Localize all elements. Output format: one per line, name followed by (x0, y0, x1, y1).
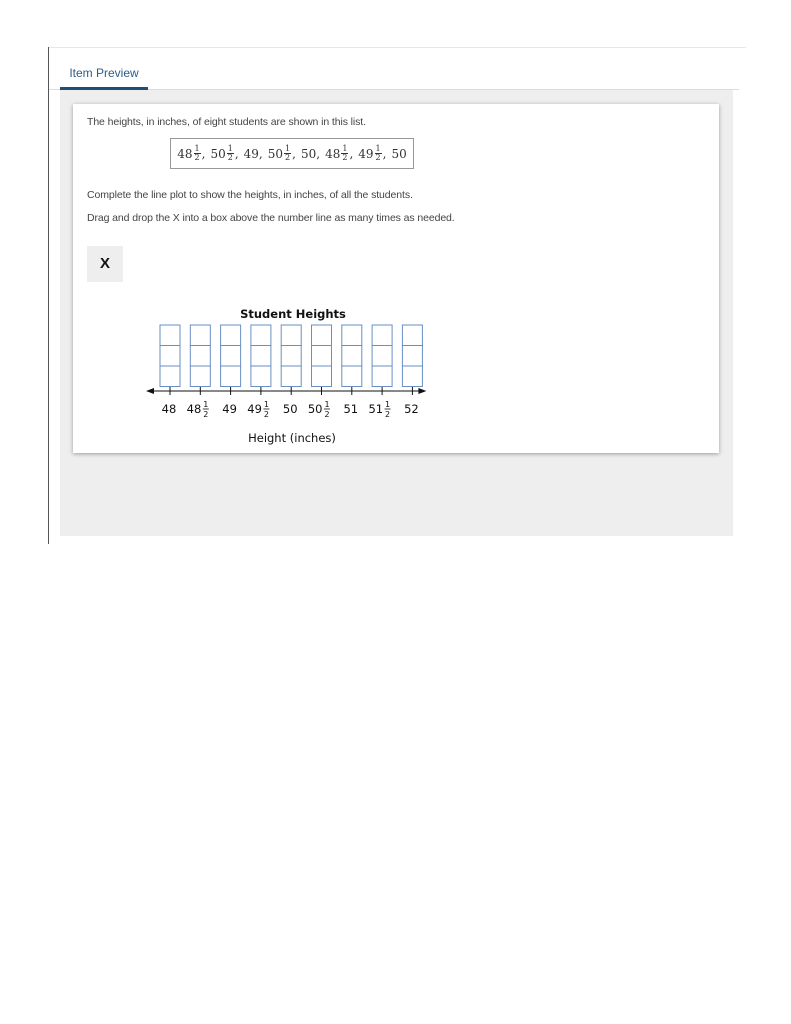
fraction-numerator: 1 (194, 144, 200, 153)
list-separator: , (258, 146, 263, 161)
drop-box[interactable] (281, 346, 301, 367)
fraction-denominator: 2 (285, 153, 291, 162)
drop-box[interactable] (342, 346, 362, 367)
tick-label (222, 402, 237, 416)
fraction-numerator: 1 (342, 144, 348, 153)
height-whole: 49 (358, 146, 374, 161)
tick-label (308, 400, 330, 419)
drop-box[interactable] (312, 325, 332, 346)
arrow-right-icon (418, 388, 426, 394)
height-whole: 49 (243, 146, 259, 161)
line-plot (73, 104, 719, 453)
drop-box[interactable] (190, 366, 210, 387)
drop-box[interactable] (251, 325, 271, 346)
tick-label-whole: 49 (247, 402, 262, 416)
tick-label-whole: 49 (222, 402, 237, 416)
drop-box[interactable] (190, 346, 210, 367)
drop-box[interactable] (160, 325, 180, 346)
tick-label-denominator: 2 (203, 410, 209, 419)
drop-box[interactable] (312, 366, 332, 387)
drop-box[interactable] (372, 346, 392, 367)
fraction-denominator: 2 (342, 153, 348, 162)
drop-box[interactable] (372, 366, 392, 387)
drag-instruction: Drag and drop the X into a box above the number line as many times as needed. (87, 212, 455, 224)
drop-box[interactable] (251, 366, 271, 387)
left-border-line (48, 47, 49, 544)
tick-label-denominator: 2 (324, 410, 330, 419)
drop-box[interactable] (402, 366, 422, 387)
tick-label-whole: 48 (186, 402, 202, 416)
list-separator: , (201, 146, 206, 161)
tick-label (162, 402, 177, 416)
drop-box[interactable] (342, 325, 362, 346)
tick-label (187, 400, 209, 419)
list-separator: , (292, 146, 296, 161)
drop-box[interactable] (281, 325, 301, 346)
tab-bar (49, 48, 739, 90)
question-card (73, 104, 719, 453)
list-separator: , (382, 146, 387, 161)
drop-box[interactable] (402, 325, 422, 346)
tick-label (343, 402, 358, 416)
tick-label-whole: 50 (282, 402, 298, 416)
height-whole: 50 (210, 146, 226, 161)
drop-box[interactable] (372, 325, 392, 346)
drop-box[interactable] (402, 346, 422, 367)
tab-item-preview[interactable]: Item Preview (60, 48, 148, 90)
tick-label-whole: 52 (404, 402, 419, 416)
height-whole: 48 (325, 146, 341, 161)
fraction-denominator: 2 (194, 153, 200, 162)
height-whole: 50 (267, 146, 284, 161)
drop-box[interactable] (221, 346, 241, 367)
tick-label-numerator: 1 (263, 400, 269, 409)
draggable-x-mark[interactable]: X (99, 255, 110, 272)
fraction-numerator: 1 (227, 144, 233, 153)
tick-label-numerator: 1 (385, 400, 391, 409)
tick-label-whole: 50 (307, 402, 323, 416)
drop-box[interactable] (160, 366, 180, 387)
drop-box[interactable] (190, 325, 210, 346)
drop-box[interactable] (342, 366, 362, 387)
tick-label-whole: 51 (368, 402, 384, 416)
fraction-denominator: 2 (375, 153, 381, 162)
tick-label-whole: 51 (343, 402, 359, 416)
drop-box[interactable] (251, 346, 271, 367)
drop-box[interactable] (160, 346, 180, 367)
question-intro: The heights, in inches, of eight students are shown in this list. (87, 116, 366, 128)
tick-label-numerator: 1 (203, 400, 209, 409)
tick-label (404, 402, 419, 416)
tick-label (283, 402, 298, 416)
question-instruction: Complete the line plot to show the heights, in inches, of all the students. (87, 189, 413, 201)
x-axis-label: Height (inches) (248, 431, 336, 445)
chart-title: Student Heights (240, 307, 346, 321)
drop-box[interactable] (221, 325, 241, 346)
arrow-left-icon (146, 388, 154, 394)
tick-label-denominator: 2 (385, 410, 391, 419)
height-whole: 50 (391, 146, 407, 161)
height-whole: 50 (300, 146, 317, 161)
list-separator: , (349, 146, 354, 161)
fraction-numerator: 1 (285, 144, 291, 153)
fraction-numerator: 1 (375, 144, 381, 153)
drop-box[interactable] (221, 366, 241, 387)
tick-label-denominator: 2 (263, 410, 269, 419)
fraction-denominator: 2 (227, 153, 233, 162)
height-whole: 48 (177, 146, 193, 161)
tick-label-numerator: 1 (324, 400, 330, 409)
tick-label-whole: 48 (161, 402, 177, 416)
tick-label (247, 400, 269, 419)
tick-label (368, 400, 390, 419)
list-separator: , (316, 146, 321, 161)
drop-box[interactable] (312, 346, 332, 367)
preview-stage (60, 90, 733, 536)
drop-box[interactable] (281, 366, 301, 387)
list-separator: , (234, 146, 239, 161)
